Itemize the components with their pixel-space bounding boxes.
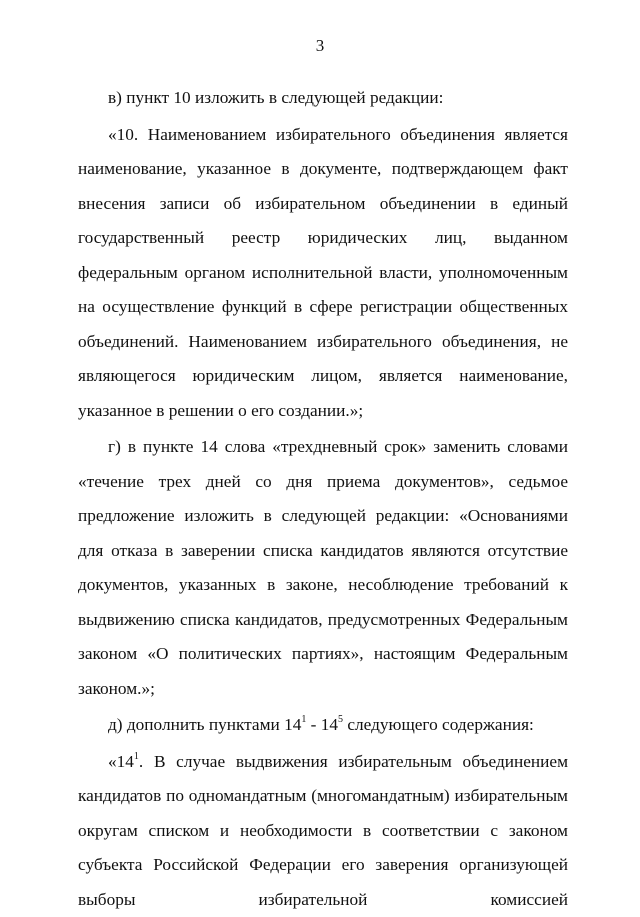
document-body [78, 81, 568, 917]
paragraph-item-10: «10. Наименованием избирательного объединения является наименование, указанное в документе, подтверждающем факт внесения записи об избирательном объединении в единый государственный реестр юридических лиц, выданном федеральным органом исполнительной власти, уполномоченным на осуществление функций в сфере регистрации общественных объединений. Наименованием избирательного объединения, не являющегося юридическим лицом, является наименование, указанное в решении о его создании.»; [78, 118, 568, 429]
amendment-d-text-end: следующего содержания: [343, 715, 534, 734]
amendment-d-text-start: д) дополнить пунктами 14 [108, 715, 301, 734]
paragraph-item-14-1 [78, 745, 568, 917]
paragraph-amendment-v: в) пункт 10 изложить в следующей редакции: [78, 81, 568, 116]
amendment-d-superscript-1: 1 [301, 714, 306, 725]
amendment-d-text-middle: - 14 [306, 715, 338, 734]
item-14-1-text: . В случае выдвижения избирательным объединением кандидатов по одномандатным (многомандатным) избирательным округам списком и необходимости в соответствии с законом субъекта Российской Федерации его заверения организующей выборы избирательной комиссией [78, 752, 568, 909]
item-14-1-superscript: 1 [134, 751, 139, 762]
paragraph-amendment-d [78, 708, 568, 743]
item-14-1-number: «14 [108, 752, 134, 771]
page-number: 3 [0, 36, 640, 56]
paragraph-amendment-g: г) в пункте 14 слова «трехдневный срок» заменить словами «течение трех дней со дня приема документов», седьмое предложение изложить в следующей редакции: «Основаниями для отказа в заверении списка кандидатов являются отсутствие документов, указанных в законе, несоблюдение требований к выдвижению списка кандидатов, предусмотренных Федеральным законом «О политических партиях», настоящим Федеральным законом.»; [78, 430, 568, 706]
amendment-d-superscript-5: 5 [338, 714, 343, 725]
